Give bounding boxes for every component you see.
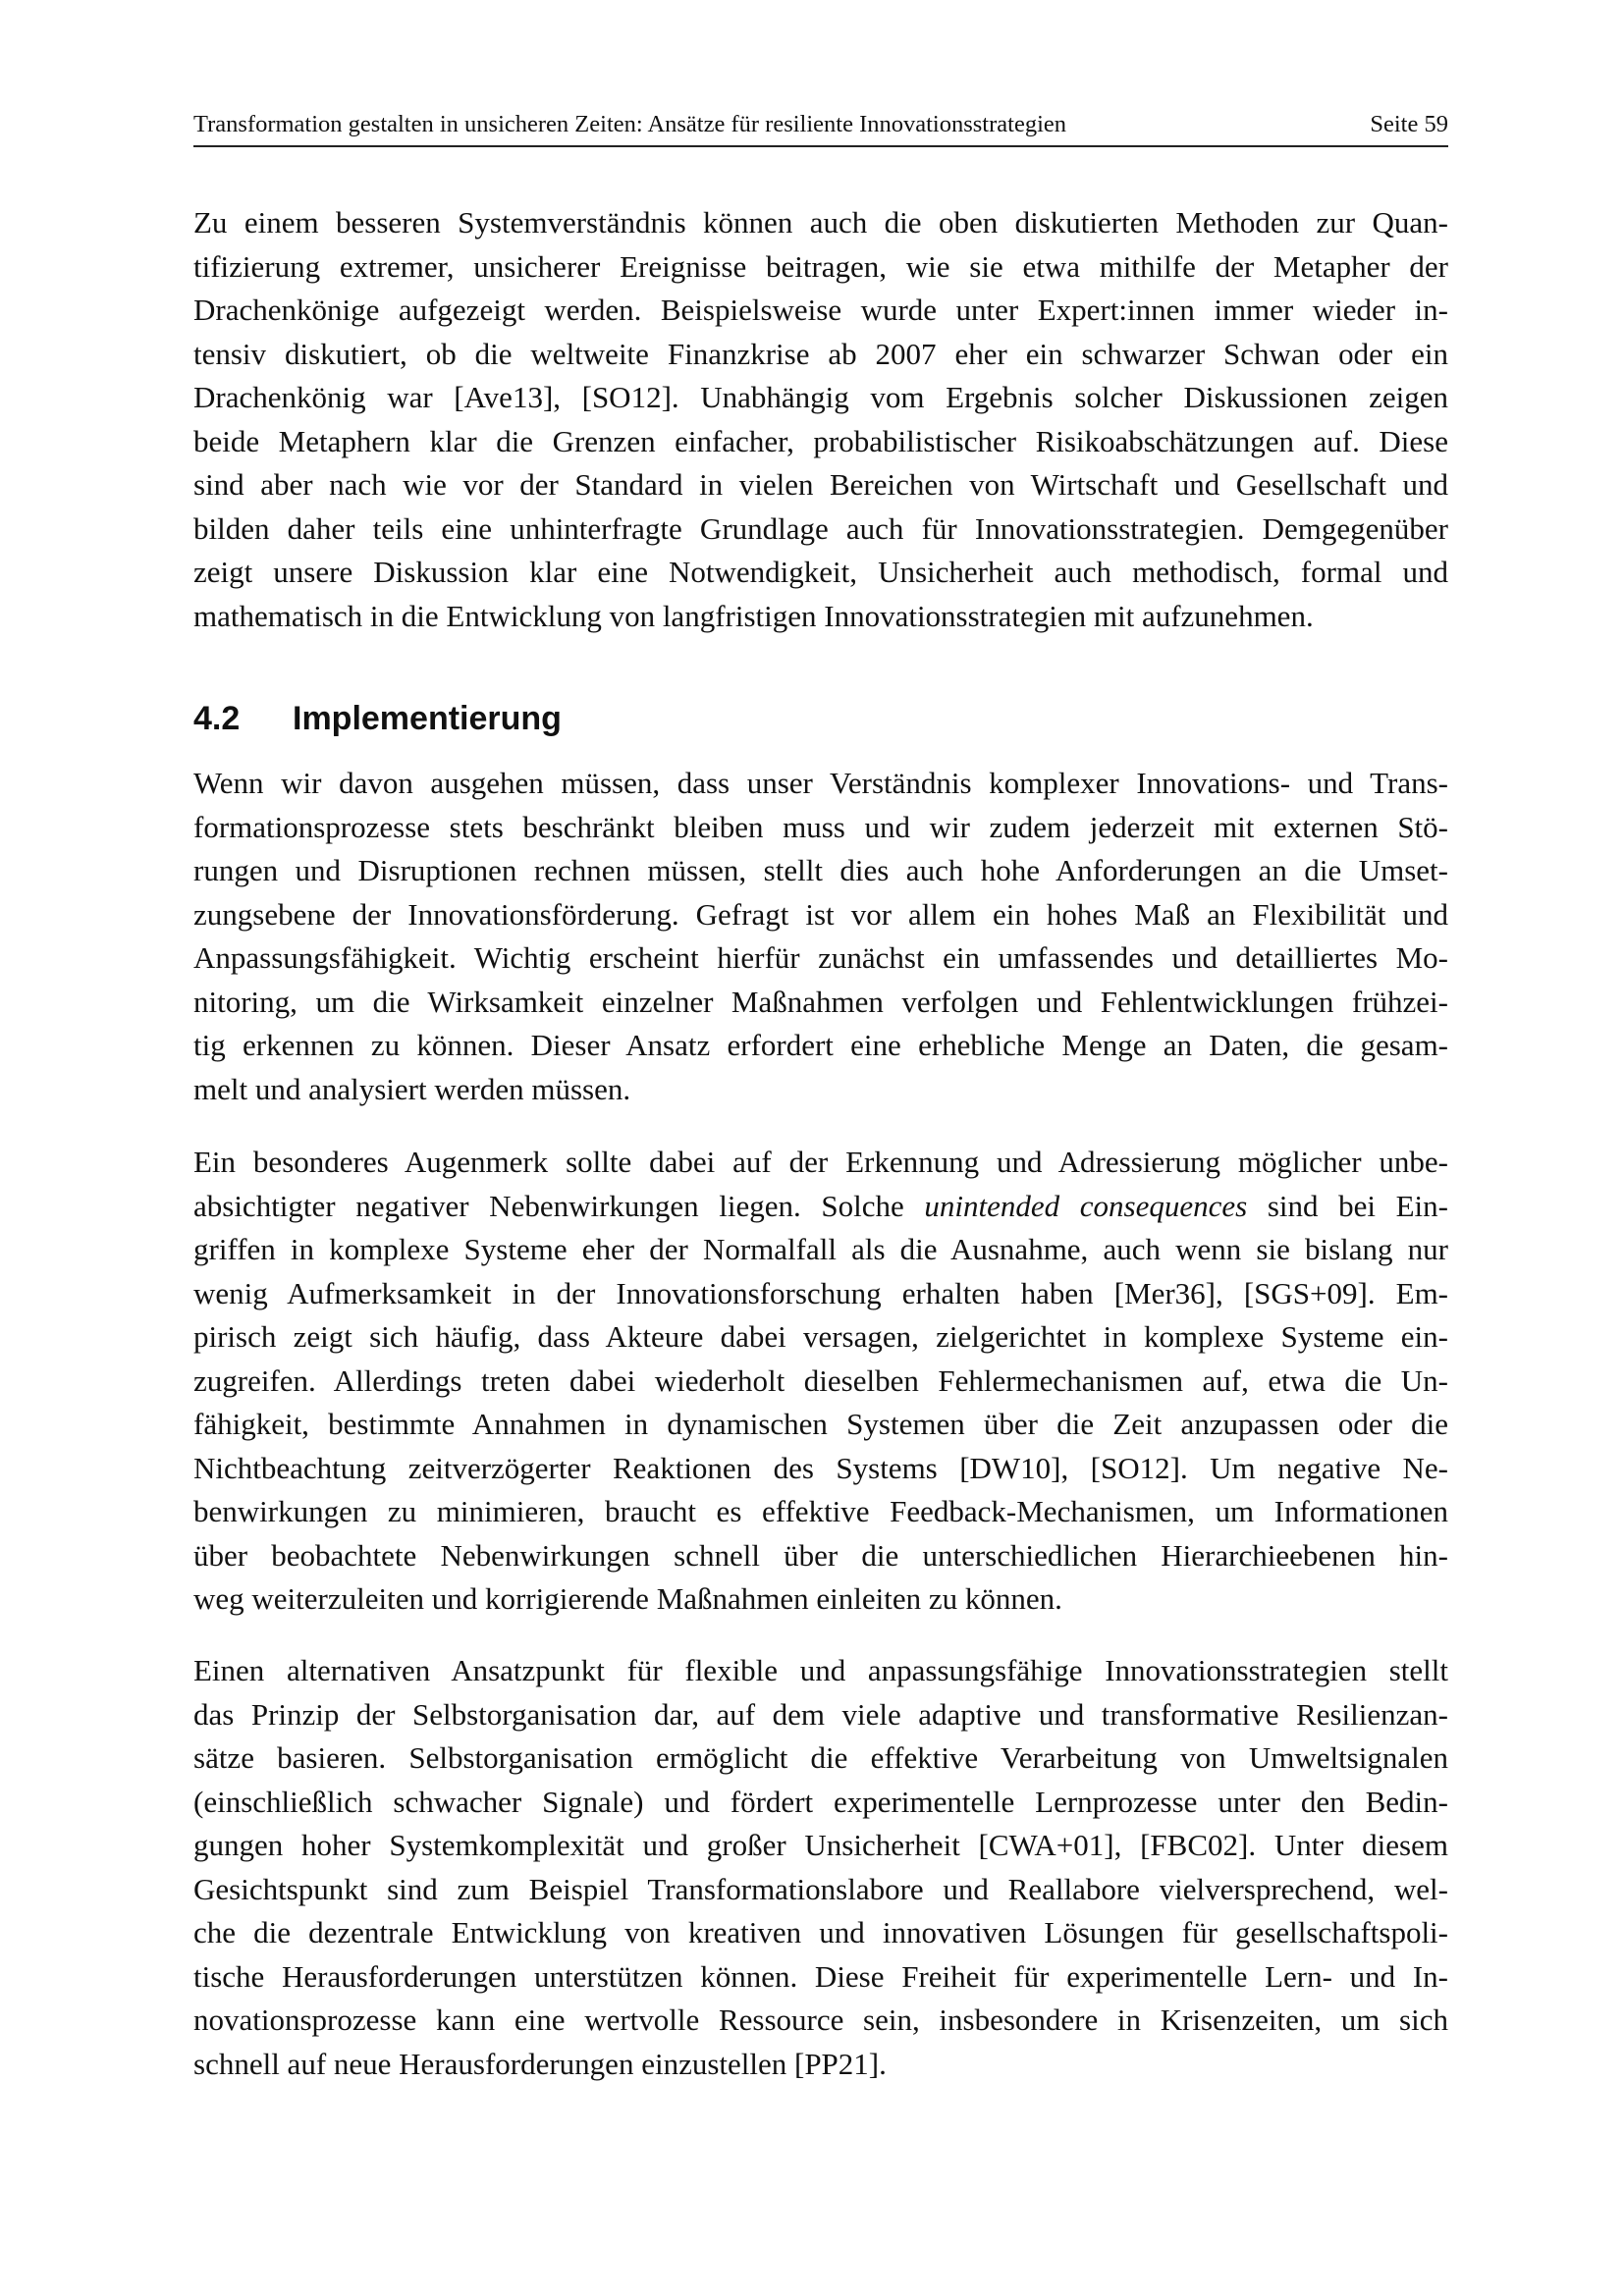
running-header — [193, 110, 1448, 147]
text-line: tische Herausforderungen unterstützen können. Diese Freiheit für experimentelle Lern- und In- — [193, 1958, 1448, 1994]
text-line: tifizierung extremer, unsicherer Ereignisse beitragen, wie sie etwa mithilfe der Metapher der — [193, 248, 1448, 284]
emphasized-term: unintended consequences — [924, 1188, 1248, 1223]
text-line: Drachenkönige aufgezeigt werden. Beispielsweise wurde unter Expert:innen immer wieder in- — [193, 293, 1448, 327]
text-line: Nichtbeachtung zeitverzögerter Reaktionen des Systems [DW10], [SO12]. Um negative Ne- — [193, 1450, 1448, 1485]
running-header-title: Transformation gestalten in unsicheren Zeiten: Ansätze für resiliente Innovationsstrategien — [193, 111, 1067, 137]
text-line: tensiv diskutiert, ob die weltweite Finanzkrise ab 2007 eher ein schwarzer Schwan oder ein — [193, 336, 1448, 371]
page-number: Seite 59 — [1370, 111, 1448, 137]
text-run: absichtigter negativer Nebenwirkungen liegen. Solche — [193, 1188, 925, 1223]
text-line: Zu einem besseren Systemverständnis können auch die oben diskutierten Methoden zur Quan- — [193, 205, 1448, 240]
text-line: beide Metaphern klar die Grenzen einfacher, probabilistischer Risikoabschätzungen auf. Diese — [193, 423, 1448, 458]
text-line: über beobachtete Nebenwirkungen schnell über die unterschiedlichen Hierarchieebenen hin- — [193, 1537, 1448, 1573]
text-line: schnell auf neue Herausforderungen einzustellen [PP21]. — [193, 2046, 887, 2081]
text-line: Ein besonderes Augenmerk sollte dabei auf der Erkennung und Adressierung möglicher unbe- — [193, 1145, 1448, 1179]
text-line: Wenn wir davon ausgehen müssen, dass unser Verständnis komplexer Innovations- und Trans- — [193, 766, 1448, 800]
text-line: sätze basieren. Selbstorganisation ermöglicht die effektive Verarbeitung von Umweltsignalen — [193, 1740, 1448, 1775]
paragraph-2 — [193, 762, 1448, 1111]
text-line: zungsebene der Innovationsförderung. Gefragt ist vor allem ein hohes Maß an Flexibilität und — [193, 896, 1448, 932]
text-line: nitoring, um die Wirksamkeit einzelner Maßnahmen verfolgen und Fehlentwicklungen frühzei- — [193, 984, 1448, 1019]
text-line: bilden daher teils eine unhinterfragte Grundlage auch für Innovationsstrategien. Demgegenüber — [193, 510, 1448, 546]
text-line: Anpassungsfähigkeit. Wichtig erscheint hierfür zunächst ein umfassendes und detailliertes Mo- — [193, 940, 1448, 975]
text-line: wenig Aufmerksamkeit in der Innovationsforschung erhalten haben [Mer36], [SGS+09]. Em- — [193, 1275, 1448, 1310]
text-line: mathematisch in die Entwicklung von langfristigen Innovationsstrategien mit aufzunehmen. — [193, 598, 1314, 633]
text-run: sind bei Ein- — [1247, 1188, 1448, 1223]
text-line: zeigt unsere Diskussion klar eine Notwendigkeit, Unsicherheit auch methodisch, formal und — [193, 555, 1448, 589]
text-line: Drachenkönig war [Ave13], [SO12]. Unabhängig vom Ergebnis solcher Diskussionen zeigen — [193, 380, 1448, 414]
text-line: che die dezentrale Entwicklung von kreativen und innovativen Lösungen für gesellschaftspoli- — [193, 1915, 1448, 1949]
text-line: sind aber nach wie vor der Standard in vielen Bereichen von Wirtschaft und Gesellschaft und — [193, 467, 1448, 502]
paragraph-4 — [193, 1649, 1448, 2086]
text-line: (einschließlich schwacher Signale) und fördert experimentelle Lernprozesse unter den Bedin- — [193, 1784, 1448, 1819]
text-line: tig erkennen zu können. Dieser Ansatz erfordert eine erhebliche Menge an Daten, die gesam- — [193, 1028, 1448, 1062]
text-line: pirisch zeigt sich häufig, dass Akteure dabei versagen, zielgerichtet in komplexe Systeme ein- — [193, 1319, 1448, 1354]
section-heading — [193, 699, 562, 738]
paragraph-1 — [193, 201, 1448, 638]
section-number: 4.2 — [193, 700, 241, 737]
text-line: rungen und Disruptionen rechnen müssen, stellt dies auch hohe Anforderungen an die Umset- — [193, 853, 1448, 887]
text-line — [193, 1185, 1448, 1229]
text-line: melt und analysiert werden müssen. — [193, 1071, 631, 1106]
text-line: benwirkungen zu minimieren, braucht es effektive Feedback-Mechanismen, um Informationen — [193, 1494, 1448, 1528]
text-line: Einen alternativen Ansatzpunkt für flexible und anpassungsfähige Innovationsstrategien stellt — [193, 1653, 1448, 1687]
text-line: gungen hoher Systemkomplexität und großer Unsicherheit [CWA+01], [FBC02]. Unter diesem — [193, 1828, 1448, 1862]
section-title: Implementierung — [293, 700, 562, 737]
paragraph-3 — [193, 1141, 1448, 1622]
text-line: fähigkeit, bestimmte Annahmen in dynamischen Systemen über die Zeit anzupassen oder die — [193, 1407, 1448, 1441]
text-line: griffen in komplexe Systeme eher der Normalfall als die Ausnahme, auch wenn sie bislang nur — [193, 1232, 1448, 1266]
text-line: formationsprozesse stets beschränkt bleiben muss und wir zudem jederzeit mit externen Stö- — [193, 809, 1448, 844]
text-line: weg weiterzuleiten und korrigierende Maßnahmen einleiten zu können. — [193, 1581, 1062, 1616]
text-line: das Prinzip der Selbstorganisation dar, auf dem viele adaptive und transformative Resilienzan- — [193, 1696, 1448, 1732]
text-line: zugreifen. Allerdings treten dabei wiederholt dieselben Fehlermechanismen auf, etwa die Un- — [193, 1362, 1448, 1398]
text-line: Gesichtspunkt sind zum Beispiel Transformationslabore und Reallabore vielversprechend, wel- — [193, 1871, 1448, 1906]
text-line: novationsprozesse kann eine wertvolle Ressource sein, insbesondere in Krisenzeiten, um sich — [193, 2002, 1448, 2037]
